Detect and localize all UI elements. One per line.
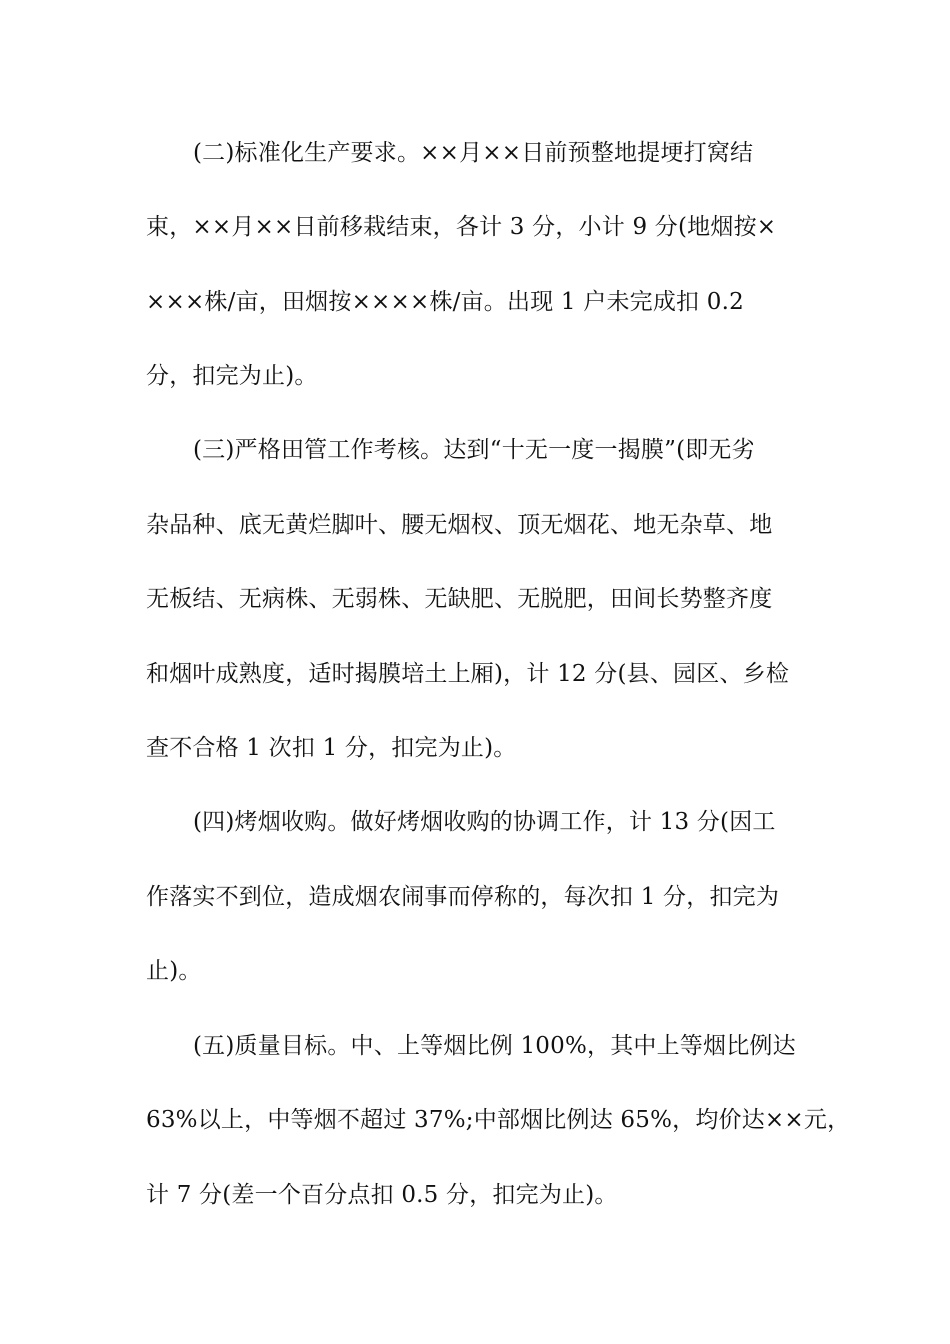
- paragraph-line: (三)严格田管工作考核。达到“十无一度一揭膜”(即无劣: [193, 437, 755, 463]
- paragraph-line: 查不合格 1 次扣 1 分，扣完为止)。: [146, 735, 517, 761]
- paragraph-line: 止)。: [146, 958, 202, 984]
- paragraph-line: 束，××月××日前移栽结束，各计 3 分，小计 9 分(地烟按×: [146, 214, 777, 240]
- paragraph-line: 作落实不到位，造成烟农闹事而停称的，每次扣 1 分，扣完为: [146, 884, 780, 910]
- paragraph-line: ×××株/亩，田烟按××××株/亩。出现 1 户未完成扣 0.2: [146, 289, 744, 315]
- paragraph-line: (二)标准化生产要求。××月××日前预整地提埂打窝结: [193, 140, 754, 166]
- paragraph-line: 分，扣完为止)。: [146, 363, 318, 389]
- paragraph-line: (五)质量目标。中、上等烟比例 100%，其中上等烟比例达: [193, 1033, 796, 1059]
- paragraph-line: 63%以上，中等烟不超过 37%;中部烟比例达 65%，均价达××元，: [146, 1107, 851, 1133]
- paragraph-line: 无板结、无病株、无弱株、无缺肥、无脱肥，田间长势整齐度: [146, 586, 773, 612]
- paragraph-line: 和烟叶成熟度，适时揭膜培土上厢)，计 12 分(县、园区、乡检: [146, 661, 790, 687]
- paragraph-line: 杂品种、底无黄烂脚叶、腰无烟杈、顶无烟花、地无杂草、地: [146, 512, 773, 538]
- paragraph-line: (四)烤烟收购。做好烤烟收购的协调工作，计 13 分(因工: [193, 809, 776, 835]
- paragraph-line: 计 7 分(差一个百分点扣 0.5 分，扣完为止)。: [146, 1182, 618, 1208]
